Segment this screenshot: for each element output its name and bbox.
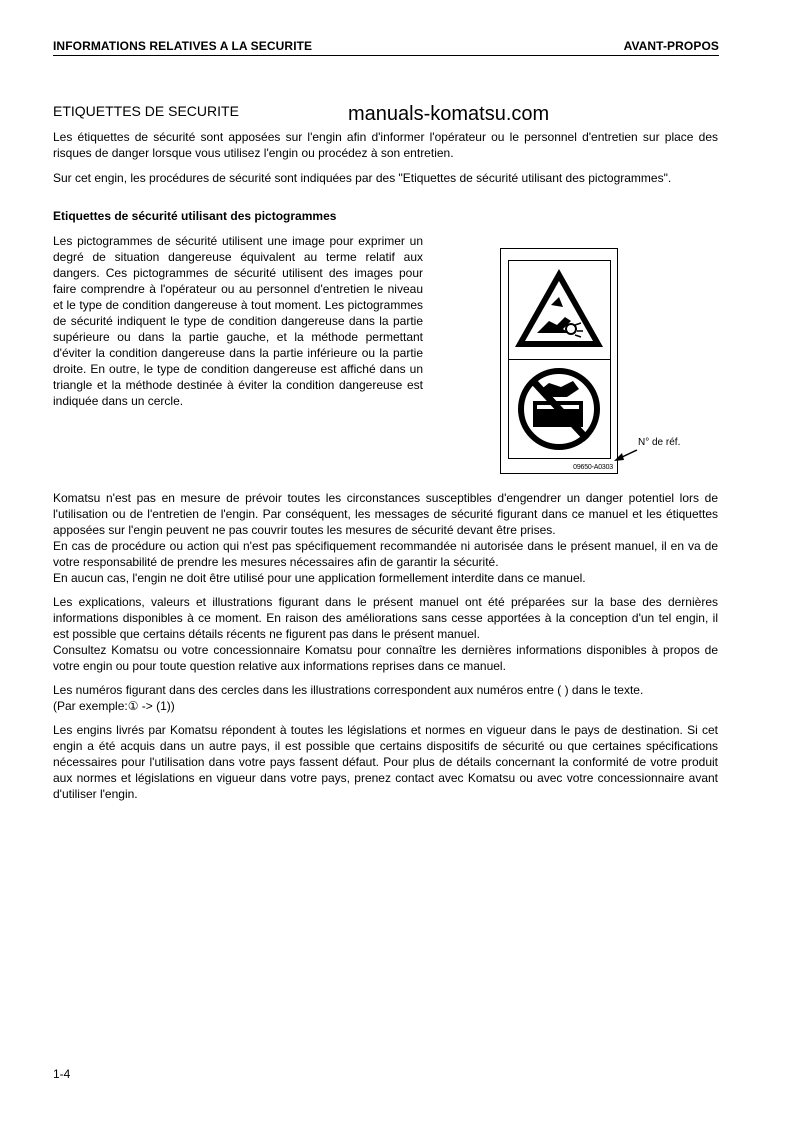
body-paragraph-1-line-2: En cas de procédure ou action qui n'est pas spécifiquement recommandée ni autorisée dans le présent manuel, il en va de votre responsabilité de prendre les mesures nécessaires afin de garantir la sécurité. [53,539,718,569]
body-paragraph-1-line-3: En aucun cas, l'engin ne doit être utilisé pour une application formellement interdite dans ce manuel. [53,571,586,585]
page-header [53,38,719,56]
section-title: ETIQUETTES DE SECURITE [53,103,239,119]
body-paragraph-3 [53,682,718,714]
prohibition-circle-hand-icon [521,371,597,447]
body-paragraph-3-line-1: Les numéros figurant dans des cercles dans les illustrations correspondent aux numéros entre ( ) dans le texte. [53,683,644,697]
reference-number-label: N° de réf. [638,437,681,448]
safety-label-panel [508,260,611,459]
body-paragraph-2-line-1: Les explications, valeurs et illustrations figurant dans le présent manuel ont été préparées sur la base des dernières informations disponibles à ce moment. En raison des améliorations sans cesse apportées à la conception d'un tel engin, il est possible que certains détails récents ne figurent pas dans le présent manuel. [53,595,718,641]
intro-paragraph-2: Sur cet engin, les procédures de sécurité sont indiquées par des "Etiquettes de sécurité utilisant des pictogrammes". [53,171,672,185]
body-paragraph-4: Les engins livrés par Komatsu répondent à toutes les législations et normes en vigueur dans le pays de destination. Si cet engin a été acquis dans un autre pays, il est possible que certains dispositifs de sécurité ou que certaines spécifications nécessaires pour l'utilisation dans votre pays fassent défaut. Pour plus de détails concernant la conformité de votre produit aux normes et législations en vigueur dans votre pays, prenez contact avec Komatsu ou avec votre concessionnaire avant d'utiliser l'engin. [53,723,718,801]
page-number: 1-4 [53,1067,71,1081]
body-paragraph-2 [53,594,718,674]
safety-label-figure [500,248,618,474]
body-paragraph-1-line-1: Komatsu n'est pas en mesure de prévoir toutes les circonstances susceptibles d'engendrer un danger potentiel lors de l'utilisation ou de l'entretien de l'engin. Par conséquent, les messages de sécurité figurant dans ce manuel et les étiquettes apposées sur l'engin peuvent ne pas couvrir toutes les mesures de sécurité devant être prises. [53,491,718,537]
watermark-text: manuals-komatsu.com [348,103,550,125]
body-paragraph-3-line-2: (Par exemple:① -> (1)) [53,699,175,713]
label-divider [509,359,610,360]
pictogram-description: Les pictogrammes de sécurité utilisent une image pour exprimer un degré de situation dangereuse équivalent au terme relatif aux dangers. Ces pictogrammes de sécurité utilisent des images pour faire comprendre à l'opérateur ou au personnel d'entretien le niveau et le type de condition dangereuse à tout moment. Les pictogrammes de sécurité indiquent le type de condition dangereuse dans la partie supérieure ou dans la partie gauche, et la méthode permettant d'éviter la condition dangereuse dans la partie inférieure ou la partie droite. En outre, le type de condition dangereuse est affiché dans un triangle et la méthode destinée à éviter la condition dangereuse est indiquée dans un cercle. [53,234,423,408]
body-paragraph-1 [53,490,718,586]
header-section-title: INFORMATIONS RELATIVES A LA SECURITE [53,39,313,53]
subsection-title: Etiquettes de sécurité utilisant des pictogrammes [53,209,337,223]
body-paragraph-2-line-2: Consultez Komatsu ou votre concessionnaire Komatsu pour connaître les dernières informations disponibles à propos de votre engin ou pour toute question relative aux informations reprises dans ce manuel. [53,643,718,673]
intro-paragraph-1: Les étiquettes de sécurité sont apposées sur l'engin afin d'informer l'opérateur ou le personnel d'entretien sur place des risques de danger lorsque vous utilisez l'engin ou procédez à son entretien. [53,130,718,160]
label-reference-code: 09650-A0303 [573,464,613,471]
header-chapter-title: AVANT-PROPOS [623,39,719,53]
hazard-triangle-hand-icon [515,269,603,347]
reference-arrow-icon [612,448,638,462]
